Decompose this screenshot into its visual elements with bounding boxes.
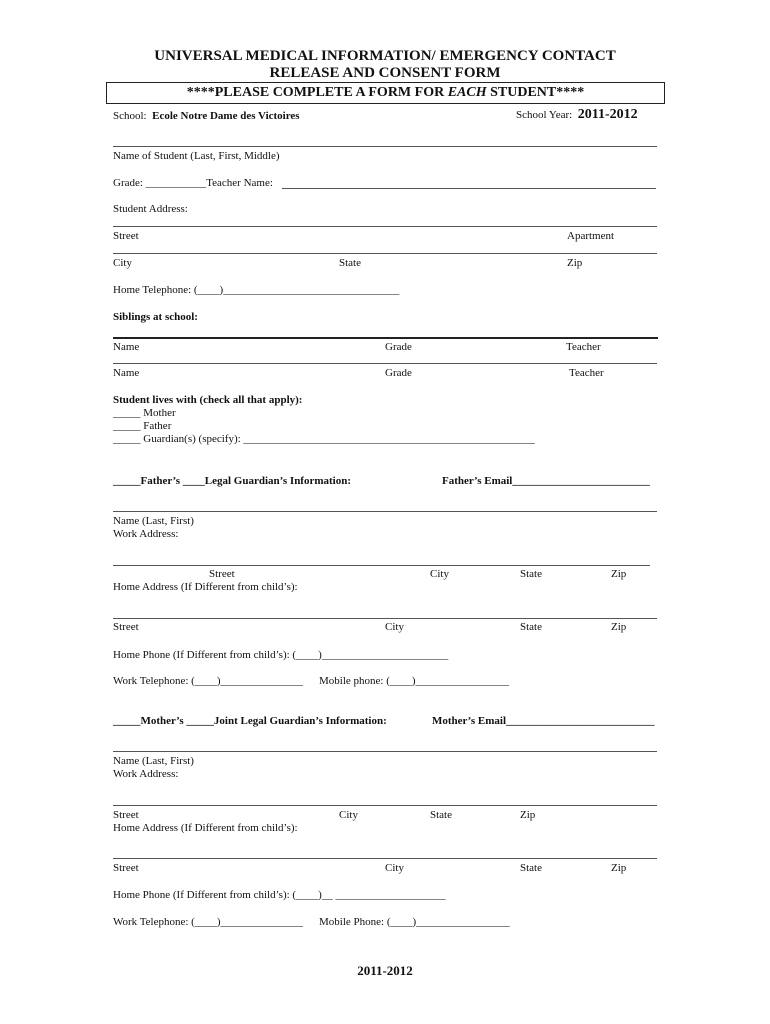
mother-email-field[interactable]: Mother’s Email___________________________ xyxy=(432,715,655,727)
mother-work-address-line[interactable] xyxy=(113,805,657,806)
father-home-phone-field[interactable]: Home Phone (If Different from child’s): (____)_______________________ xyxy=(113,649,449,661)
father-work-state-label: State xyxy=(520,568,542,580)
lives-with-heading: Student lives with (check all that apply): xyxy=(113,394,303,406)
father-heading[interactable]: _____Father’s ____Legal Guardian’s Information: xyxy=(113,475,352,487)
sibling2-line[interactable] xyxy=(113,363,657,364)
mother-home-phone-field[interactable]: Home Phone (If Different from child’s): (____)__ ____________________ xyxy=(113,889,446,901)
father-home-city-label: City xyxy=(385,621,404,633)
sibling2-teacher-label: Teacher xyxy=(569,367,604,379)
mother-home-zip-label: Zip xyxy=(611,862,627,874)
father-work-phone-field[interactable]: Work Telephone: (____)_______________ xyxy=(113,675,304,687)
school-field xyxy=(113,110,300,122)
form-title-line1: UNIVERSAL MEDICAL INFORMATION/ EMERGENCY CONTACT xyxy=(154,48,616,64)
grade-teacher-field[interactable] xyxy=(113,177,273,189)
apartment-label: Apartment xyxy=(567,230,615,242)
mother-work-phone-field[interactable]: Work Telephone: (____)_______________ xyxy=(113,916,304,928)
zip-label: Zip xyxy=(567,257,583,269)
father-work-city-label: City xyxy=(430,568,449,580)
mother-home-street-label: Street xyxy=(113,862,139,874)
mother-heading[interactable]: _____Mother’s _____Joint Legal Guardian’s Information: xyxy=(113,715,387,727)
school-year-field xyxy=(516,107,638,123)
school-label: School: xyxy=(113,110,147,122)
mother-work-city-label: City xyxy=(339,809,358,821)
father-home-address-label: Home Address (If Different from child’s): xyxy=(113,581,298,593)
sibling2-grade-label: Grade xyxy=(385,367,412,379)
siblings-divider xyxy=(113,337,658,339)
student-name-line[interactable] xyxy=(113,146,657,147)
mother-home-city-label: City xyxy=(385,862,404,874)
teacher-name-line[interactable] xyxy=(282,188,656,189)
street-label: Street xyxy=(113,230,139,242)
father-work-address-line[interactable] xyxy=(113,565,650,566)
mother-work-address-label: Work Address: xyxy=(113,768,179,780)
father-home-zip-label: Zip xyxy=(611,621,627,633)
student-address-label: Student Address: xyxy=(113,203,188,215)
notice-box xyxy=(106,82,665,104)
father-name-label: Name (Last, First) xyxy=(113,515,194,527)
teacher-label: Teacher Name: xyxy=(206,177,273,189)
school-year-value: 2011-2012 xyxy=(577,107,638,122)
mother-work-state-label: State xyxy=(430,809,452,821)
mother-work-zip-label: Zip xyxy=(520,809,536,821)
form-title-line2: RELEASE AND CONSENT FORM xyxy=(269,65,501,81)
lives-with-guardian[interactable]: _____ Guardian(s) (specify): _____________________________________________________ xyxy=(113,433,535,445)
student-name-label: Name of Student (Last, First, Middle) xyxy=(113,150,280,162)
lives-with-mother[interactable]: _____ Mother xyxy=(113,407,176,419)
father-work-zip-label: Zip xyxy=(611,568,627,580)
mother-home-address-label: Home Address (If Different from child’s): xyxy=(113,822,298,834)
notice-text: ****PLEASE COMPLETE A FORM FOR EACH STUDENT**** xyxy=(186,85,585,100)
father-home-state-label: State xyxy=(520,621,542,633)
mother-work-street-label: Street xyxy=(113,809,139,821)
mother-name-label: Name (Last, First) xyxy=(113,755,194,767)
father-home-street-label: Street xyxy=(113,621,139,633)
father-home-address-line[interactable] xyxy=(113,618,657,619)
sibling2-name-label: Name xyxy=(113,367,140,379)
father-work-address-label: Work Address: xyxy=(113,528,179,540)
mother-mobile-phone-field[interactable]: Mobile Phone: (____)_________________ xyxy=(319,916,510,928)
mother-home-state-label: State xyxy=(520,862,542,874)
sibling1-teacher-label: Teacher xyxy=(566,341,601,353)
lives-with-father[interactable]: _____ Father xyxy=(113,420,172,432)
mother-home-address-line[interactable] xyxy=(113,858,657,859)
school-value: Ecole Notre Dame des Victoires xyxy=(152,110,300,122)
school-year-label: School Year: xyxy=(516,109,573,121)
father-name-line[interactable] xyxy=(113,511,657,512)
father-mobile-phone-field[interactable]: Mobile phone: (____)_________________ xyxy=(319,675,510,687)
sibling1-grade-label: Grade xyxy=(385,341,412,353)
siblings-heading: Siblings at school: xyxy=(113,311,198,323)
city-line[interactable] xyxy=(113,253,657,254)
grade-label: Grade: ___________ xyxy=(113,177,207,189)
mother-name-line[interactable] xyxy=(113,751,657,752)
father-email-field[interactable]: Father’s Email_________________________ xyxy=(442,475,650,487)
sibling1-name-label: Name xyxy=(113,341,140,353)
city-label: City xyxy=(113,257,132,269)
home-telephone-field[interactable]: Home Telephone: (____)________________________________ xyxy=(113,284,400,296)
state-label: State xyxy=(339,257,361,269)
father-work-street-label: Street xyxy=(209,568,235,580)
street-line[interactable] xyxy=(113,226,657,227)
page-footer-year: 2011-2012 xyxy=(357,963,413,978)
